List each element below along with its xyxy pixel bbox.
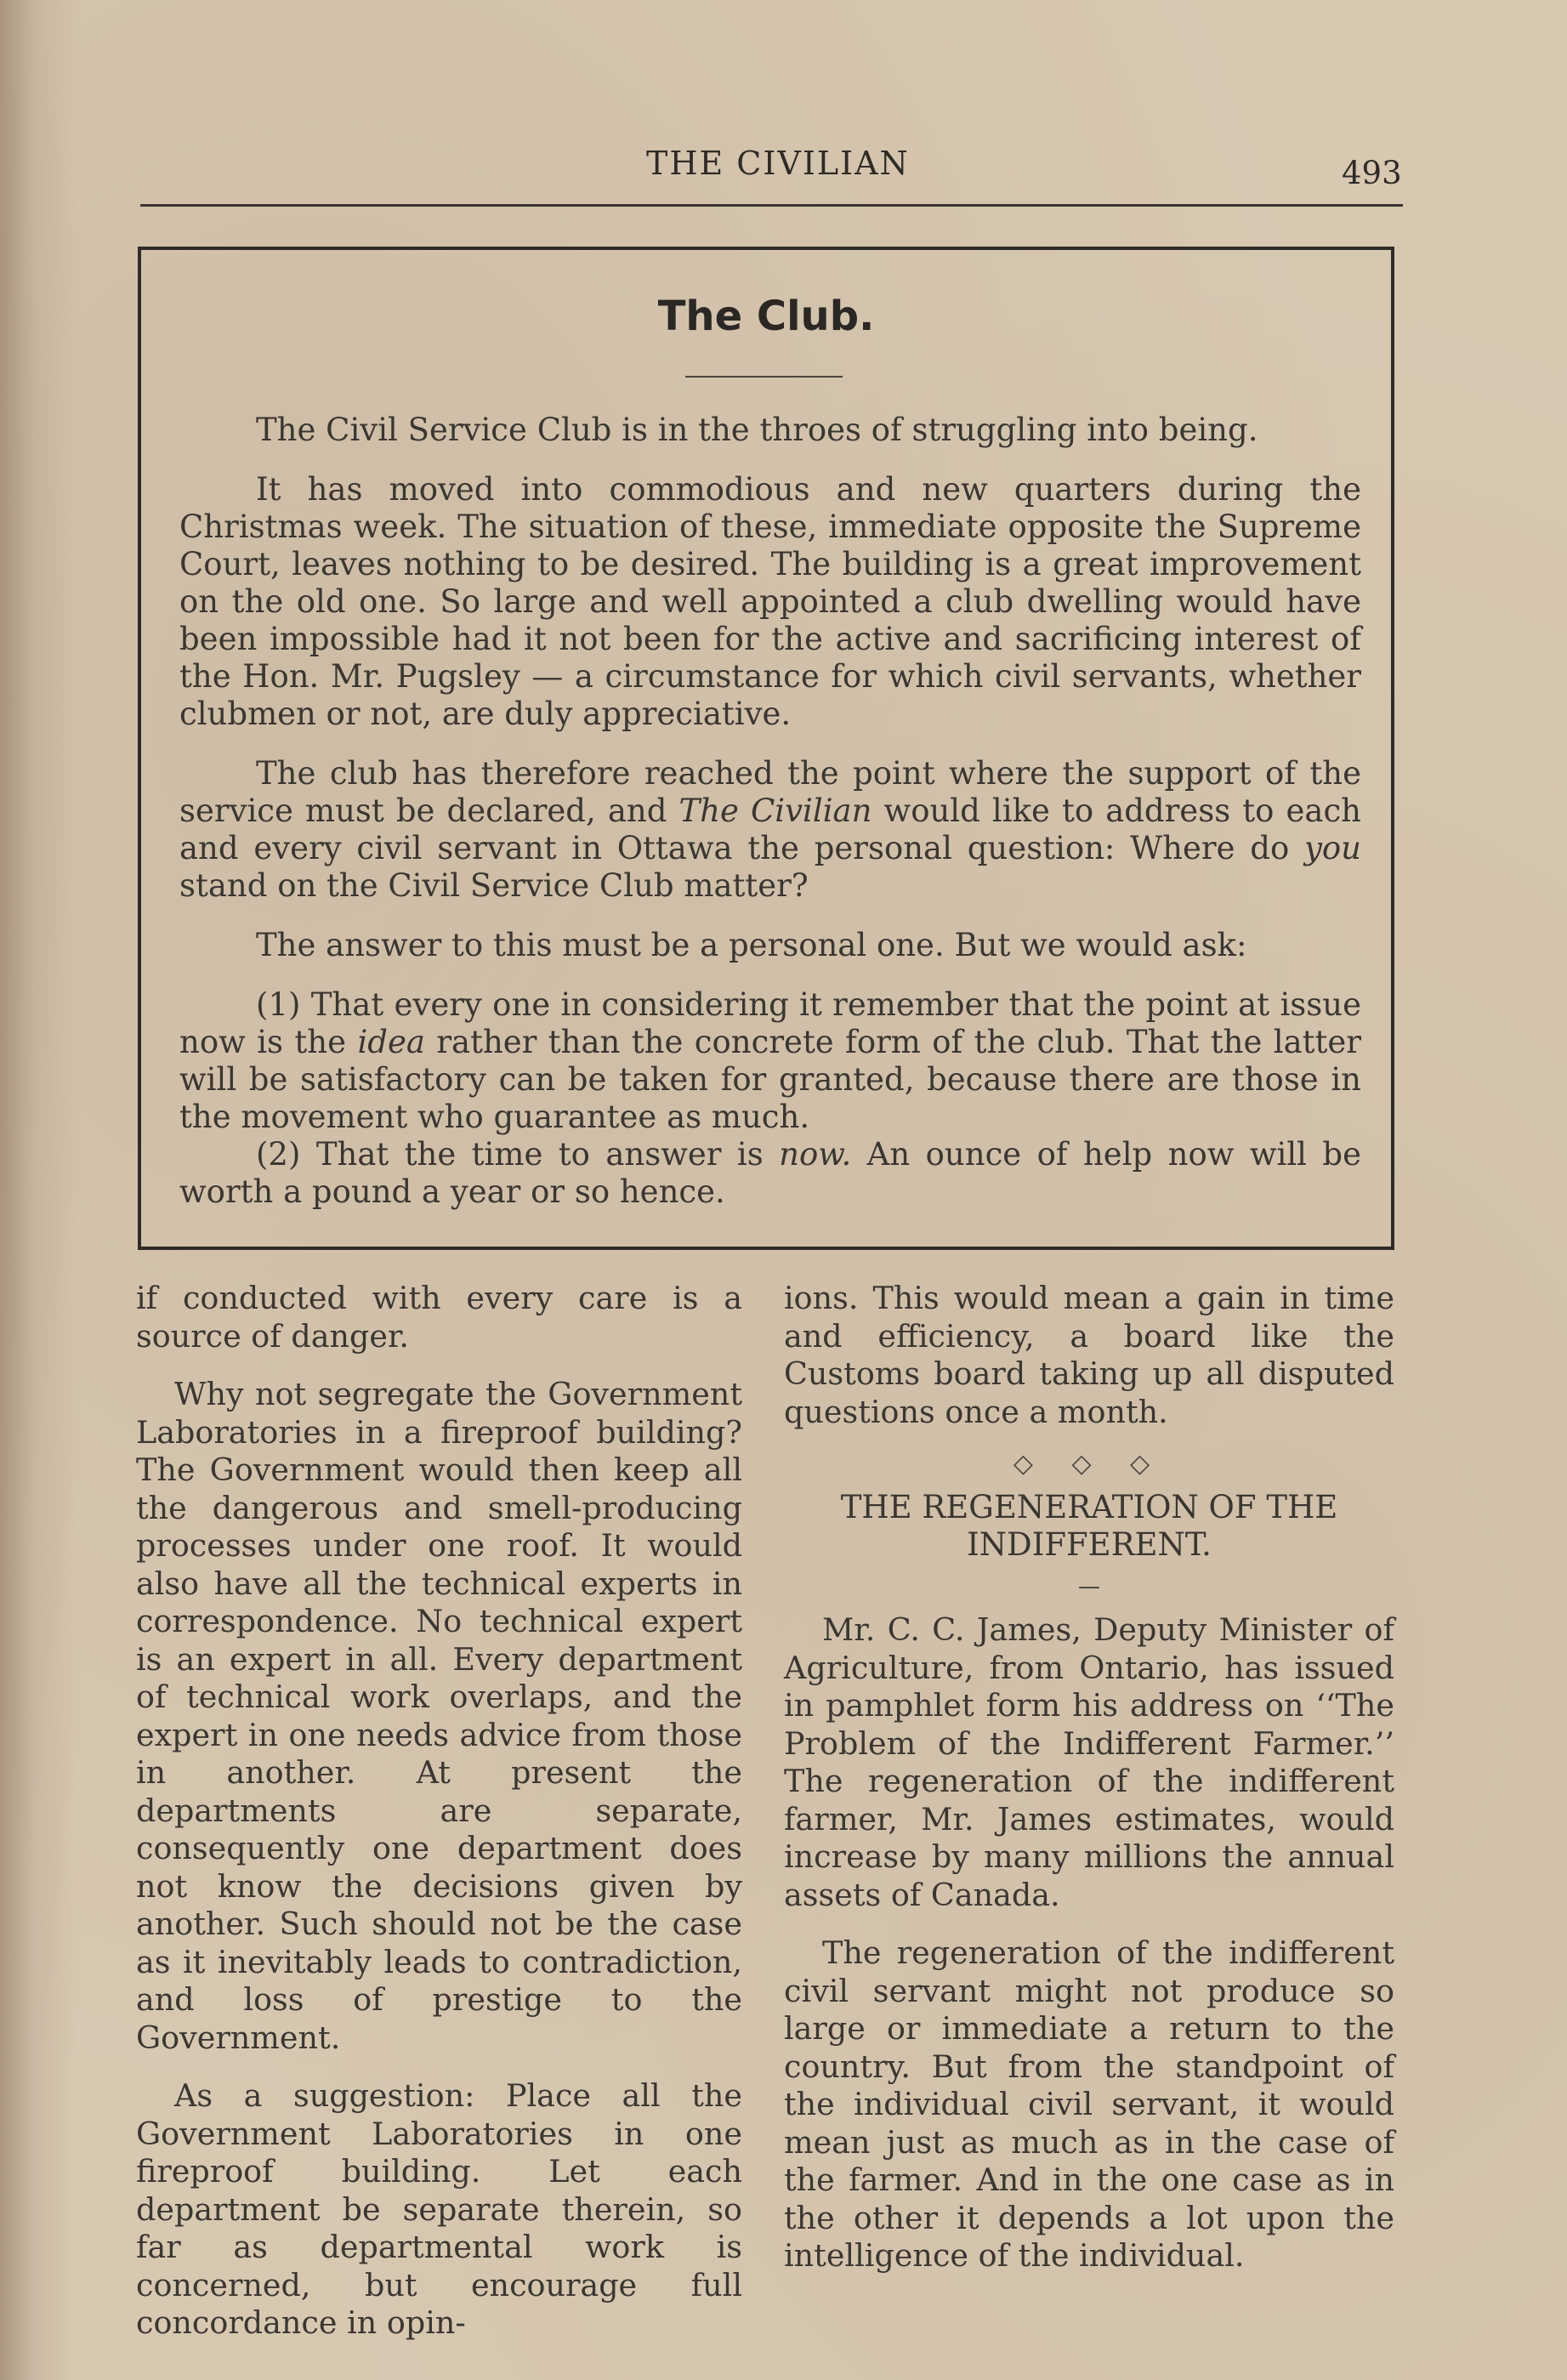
journal-title: THE CIVILIAN [646,145,910,182]
club-paragraph-6: (2) That the time to answer is now. An ounce of help now will be worth a pound a year or so hence. [179,1136,1361,1210]
section-dash: — [1078,1574,1100,1599]
section-title: THE REGENERATION OF THE INDIFFERENT. [840,1489,1338,1563]
left-paragraph-1: if conducted with every care is a source of danger. [136,1280,742,1355]
section-ornament: ◇ ◇ ◇ [1013,1449,1166,1479]
right-column [784,1280,1394,2296]
left-paragraph-3: As a suggestion: Place all the Government Laboratories in one fireproof building. Let each department be separate therein, so far as departmental work is concerned, but encourage full concordance in opin- [136,2077,742,2341]
club-paragraph-2: It has moved into commodious and new quarters during the Christmas week. The situation of these, immediate opposite the Supreme Court, leaves nothing to be desired. The building is a great improvement on the old one. So large and well appointed a club dwelling would have been impossible had it not been for the active and sacrificing interest of the Hon. Mr. Pugsley — a circumstance for which civil servants, whether clubmen or not, are duly appreciative. [179,471,1361,732]
left-column [136,1280,742,2363]
club-paragraph-5: (1) That every one in considering it remember that the point at issue now is the idea rather than the concrete form of the club. That the latter will be satisfactory can be taken for granted, because there are those in the movement who guarantee as much. [179,986,1361,1135]
club-paragraph-3: The club has therefore reached the point where the support of the service must be declared, and The Civilian would like to address to each and every civil servant in Ottawa the personal question: Where do you stand on the Civil Service Club matter? [179,755,1361,904]
club-paragraph-4: The answer to this must be a personal one. But we would ask: [256,927,1247,963]
right-paragraph-2: Mr. C. C. James, Deputy Minister of Agriculture, from Ontario, has issued in pamphlet form his address on ‘‘The Problem of the Indifferent Farmer.’’ The regeneration of the indifferent farmer, Mr. James estimates, would increase by many millions the annual assets of Canada. [784,1611,1394,1913]
club-paragraph-1: The Civil Service Club is in the throes of struggling into being. [256,412,1258,448]
left-paragraph-2: Why not segregate the Government Laboratories in a fireproof building? The Government would then keep all the dangerous and smell-producing processes under one roof. It would also have all the technical experts in correspondence. No technical expert is an expert in all. Every department of technical work overlaps, and the expert in one needs advice from those in another. At present the departments are separate, consequently one department does not know the decisions given by another. Such should not be the case as it inevitably leads to contradiction, and loss of prestige to the Government. [136,1376,742,2056]
club-article-body [179,412,1361,1233]
club-article-title: The Club. [657,293,875,340]
right-paragraph-3: The regeneration of the indifferent civil servant might not produce so large or immediate a return to the country. But from the standpoint of the individual civil servant, it would mean just as much as in the case of the farmer. And in the one case as in the other it depends a lot upon the intelligence of the individual. [784,1934,1394,2274]
page-number: 493 [1342,155,1402,191]
title-underline [685,376,843,378]
header-divider [140,204,1403,207]
club-article-box [138,247,1394,1250]
right-paragraph-1: ions. This would mean a gain in time and efficiency, a board like the Customs board taking up all disputed questions once a month. [784,1280,1394,1430]
